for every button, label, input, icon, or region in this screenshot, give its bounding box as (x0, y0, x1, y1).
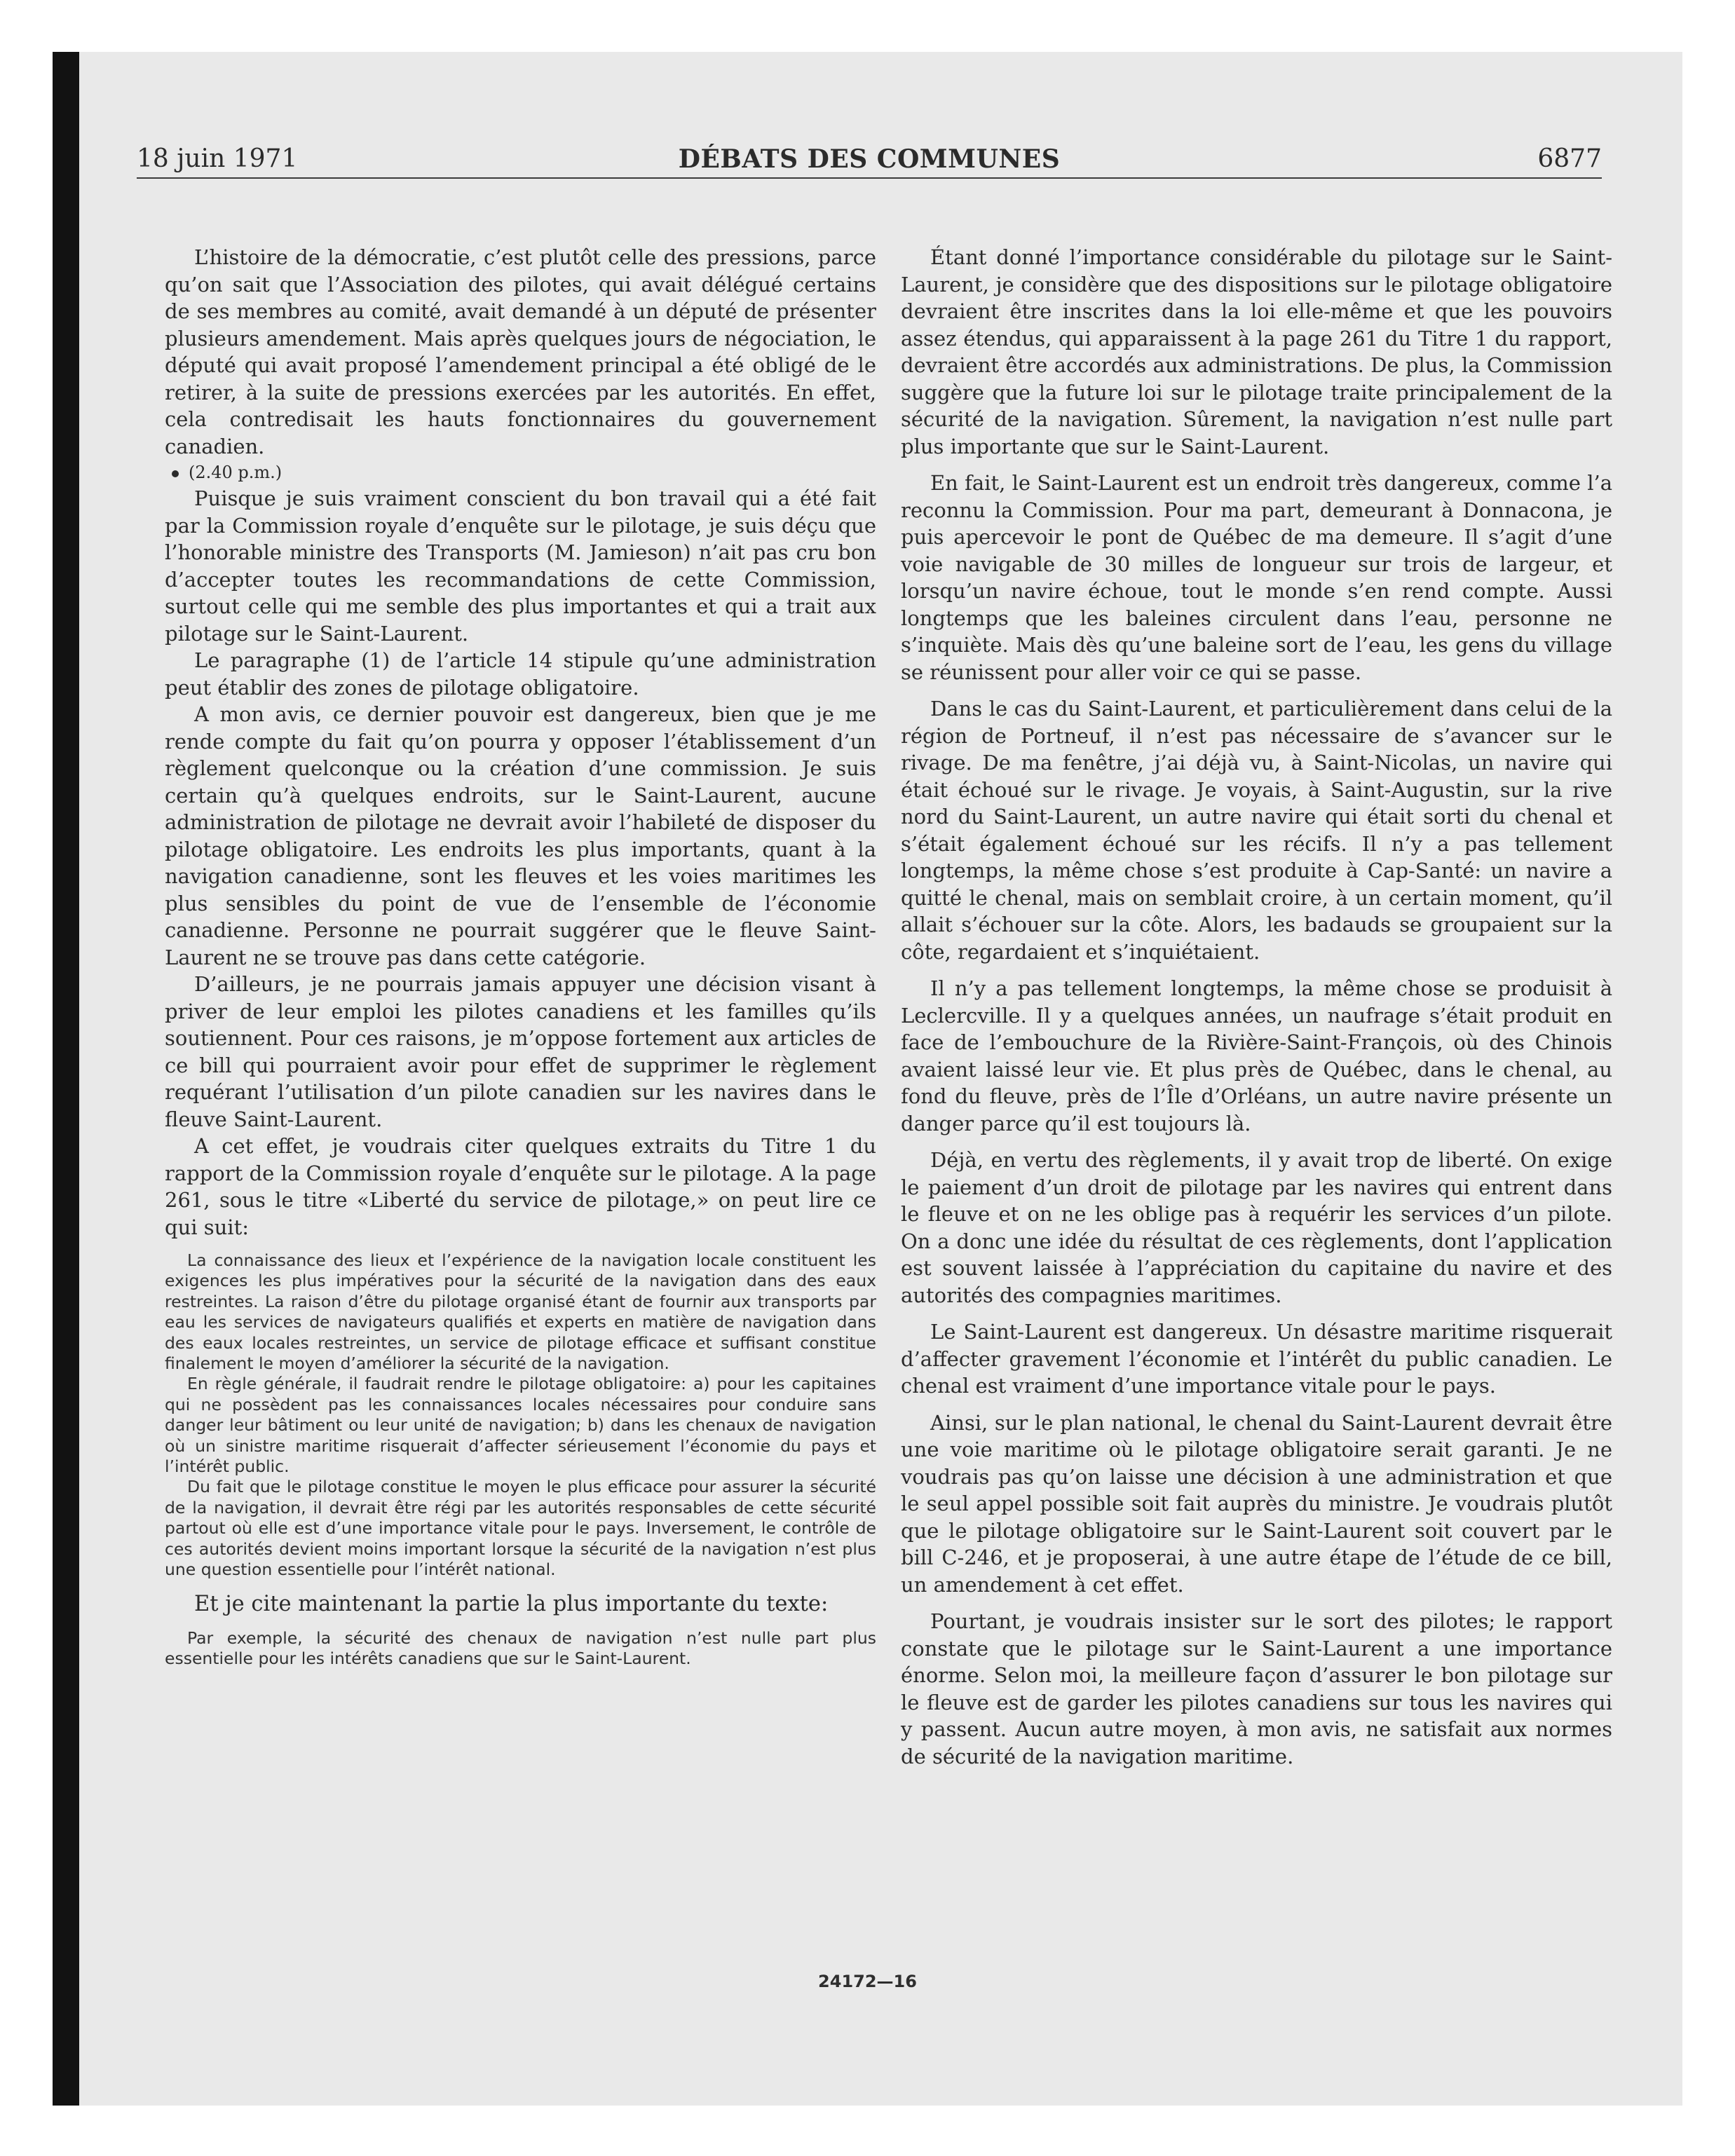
quote-paragraph: La connaissance des lieux et l’expérience de la navigation locale constituent les exigences les plus impératives pour la sécurité de la navigation dans des eaux restreintes. La raison d’être du pilotage organisé étant de fournir aux transports par eau les services de navigateurs qualifiés et experts en matière de navigation dans des eaux locales restreintes, un service de pilotage efficace et suffisant constitue finalement le moyen d’améliorer la sécurité de la navigation. (165, 1250, 876, 1374)
bullet-icon (172, 470, 179, 477)
paragraph: D’ailleurs, je ne pourrais jamais appuyer une décision visant à priver de leur emploi les pilotes canadiens et les familles qu’ils soutiennent. Pour ces raisons, je m’oppose fortement aux articles de ce bill qui pourraient avoir pour effet de supprimer le règlement requérant l’utilisation d’un pilote canadien sur les navires dans le fleuve Saint-Laurent. (165, 972, 876, 1131)
timestamp-text: (2.40 p.m.) (189, 463, 283, 482)
paragraph: Dans le cas du Saint-Laurent, et particulièrement dans celui de la région de Portneuf, il n’est pas nécessaire de s’avancer sur le rivage. De ma fenêtre, j’ai déjà vu, à Saint-Nicolas, un navire qui était échoué sur le rivage. Je voyais, à Saint-Augustin, sur la rive nord du Saint-Laurent, un autre navire qui était sorti du chenal et s’était également échoué sur les récifs. Il n’y a pas tellement longtemps, la même chose s’est produite à Cap-Santé: un navire a quitté le chenal, mais on semblait croire, à un certain moment, qu’il allait s’échouer sur la côte. Alors, les badauds se groupaient sur la côte, regardaient et s’inquiétaient. (901, 697, 1612, 964)
paragraph: L’histoire de la démocratie, c’est plutôt celle des pressions, parce qu’on sait que l’Association des pilotes, qui avait délégué certains de ses membres au comité, avait demandé à un député de présenter plusieurs amendement. Mais après quelques jours de négociation, le député qui avait proposé l’amendement principal a été obligé de le retirer, à la suite de pressions exercées par les autorités. En effet, cela contredisait les hauts fonctionnaires du gouvernement canadien. (165, 245, 876, 458)
paragraph: Ainsi, sur le plan national, le chenal du Saint-Laurent devrait être une voie maritime où le pilotage obligatoire serait garanti. Je ne voudrais pas qu’on laisse une décision à une administration et que le seul appel possible soit fait auprès du ministre. Je voudrais plutôt que le pilotage obligatoire sur le Saint-Laurent soit couvert par le bill C-246, et je proposerai, à une autre étape de l’étude de ce bill, un amendement à cet effet. (901, 1410, 1612, 1597)
paragraph: Et je cite maintenant la partie la plus importante du texte: (194, 1591, 829, 1616)
header-title: DÉBATS DES COMMUNES (678, 144, 1061, 174)
quote-paragraph: Par exemple, la sécurité des chenaux de navigation n’est nulle part plus essentielle pour les intérêts canadiens que sur le Saint-Laurent. (165, 1628, 876, 1668)
page-header (137, 144, 1602, 182)
left-column (165, 244, 876, 1669)
paragraph: Déjà, en vertu des règlements, il y avait trop de liberté. On exige le paiement d’un droit de pilotage par les navires qui entrent dans le fleuve et on ne les oblige pas à requérir les services d’un pilote. On a donc une idée du résultat de ces règlements, dont l’application est souvent laissée à l’appréciation du capitaine du navire et des autorités des compagnies maritimes. (901, 1148, 1612, 1307)
paragraph: Le Saint-Laurent est dangereux. Un désastre maritime risquerait d’affecter gravement l’économie et l’intérêt du public canadien. Le chenal est vraiment d’une importance vitale pour le pays. (901, 1320, 1612, 1398)
quote-paragraph: En règle générale, il faudrait rendre le pilotage obligatoire: a) pour les capitaines qui ne possèdent pas les connaissances locales nécessaires pour conduire sans danger leur bâtiment ou leur unité de navigation; b) dans les chenaux de navigation où un sinistre maritime risquerait d’affecter sérieusement l’économie du pays et l’intérêt public. (165, 1374, 876, 1477)
header-date: 18 juin 1971 (137, 144, 298, 173)
paragraph: Le paragraphe (1) de l’article 14 stipule qu’une administration peut établir des zones de pilotage obligatoire. (165, 648, 876, 700)
footer-code: 24172—16 (818, 1972, 917, 1991)
timestamp (165, 460, 876, 485)
quote-paragraph: Du fait que le pilotage constitue le moyen le plus efficace pour assurer la sécurité de la navigation, il devrait être régi par les autorités responsables de cette sécurité partout où elle est d’une importance vitale pour le pays. Inversement, le contrôle de ces autorités devient moins important lorsque la sécurité de la navigation n’est plus une question essentielle pour l’intérêt national. (165, 1477, 876, 1580)
paragraph: Étant donné l’importance considérable du pilotage sur le Saint-Laurent, je considère que des dispositions sur le pilotage obligatoire devraient être inscrites dans la loi elle-même et que les pouvoirs assez étendus, qui apparaissent à la page 261 du Titre 1 du rapport, devraient être accordés aux administrations. De plus, la Commission suggère que la future loi sur le pilotage traite principalement de la sécurité de la navigation. Sûrement, la navigation n’est nulle part plus importante que sur le Saint-Laurent. (901, 245, 1612, 458)
paragraph: Pourtant, je voudrais insister sur le sort des pilotes; le rapport constate que le pilotage sur le Saint-Laurent a une importance énorme. Selon moi, la meilleure façon d’assurer le bon pilotage sur le fleuve est de garder les pilotes canadiens sur tous les navires qui y passent. Aucun autre moyen, à mon avis, ne satisfait aux normes de sécurité de la navigation maritime. (901, 1609, 1612, 1768)
paragraph: Il n’y a pas tellement longtemps, la même chose se produisit à Leclercville. Il y a quelques années, un naufrage s’était produit en face de l’embouchure de la Rivière-Saint-François, où des Chinois avaient laissé leur vie. Et plus près de Québec, dans le chenal, au fond du fleuve, près de l’Île d’Orléans, un autre navire présente un danger parce qu’il est toujours là. (901, 976, 1612, 1135)
paragraph: A cet effet, je voudrais citer quelques extraits du Titre 1 du rapport de la Commission royale d’enquête sur le pilotage. A la page 261, sous le titre «Liberté du service de pilotage,» on peut lire ce qui suit: (165, 1134, 876, 1239)
paragraph: En fait, le Saint-Laurent est un endroit très dangereux, comme l’a reconnu la Commission. Pour ma part, demeurant à Donnacona, je puis apercevoir le pont de Québec de ma demeure. Il s’agit d’une voie navigable de 30 milles de longueur sur trois de largeur, et lorsqu’un navire échoue, tout le monde s’en rend compte. Aussi longtemps que les baleines circulent dans l’eau, personne ne s’inquiète. Mais dès qu’une baleine sort de l’eau, les gens du village se réunissent pour aller voir ce qui se passe. (901, 471, 1612, 684)
header-page-number: 6877 (1537, 144, 1602, 173)
header-rule (137, 177, 1602, 179)
paragraph: Puisque je suis vraiment conscient du bon travail qui a été fait par la Commission royale d’enquête sur le pilotage, je suis déçu que l’honorable ministre des Transports (M. Jamieson) n’ait pas cru bon d’accepter toutes les recommandations de cette Commission, surtout celle qui me semble des plus importantes et qui a trait aux pilotage sur le Saint-Laurent. (165, 486, 876, 646)
right-column (901, 244, 1612, 1770)
paragraph: A mon avis, ce dernier pouvoir est dangereux, bien que je me rende compte du fait qu’on pourra y opposer l’établissement d’un règlement quelconque ou la création d’une commission. Je suis certain qu’à quelques endroits, sur le Saint-Laurent, aucune administration de pilotage ne devrait avoir l’habileté de disposer du pilotage obligatoire. Les endroits les plus importants, quant à la navigation canadienne, sont les fleuves et les voies maritimes les plus sensibles du point de vue de l’ensemble de l’économie canadienne. Personne ne pourrait suggérer que le fleuve Saint-Laurent ne se trouve pas dans cette catégorie. (165, 702, 876, 969)
